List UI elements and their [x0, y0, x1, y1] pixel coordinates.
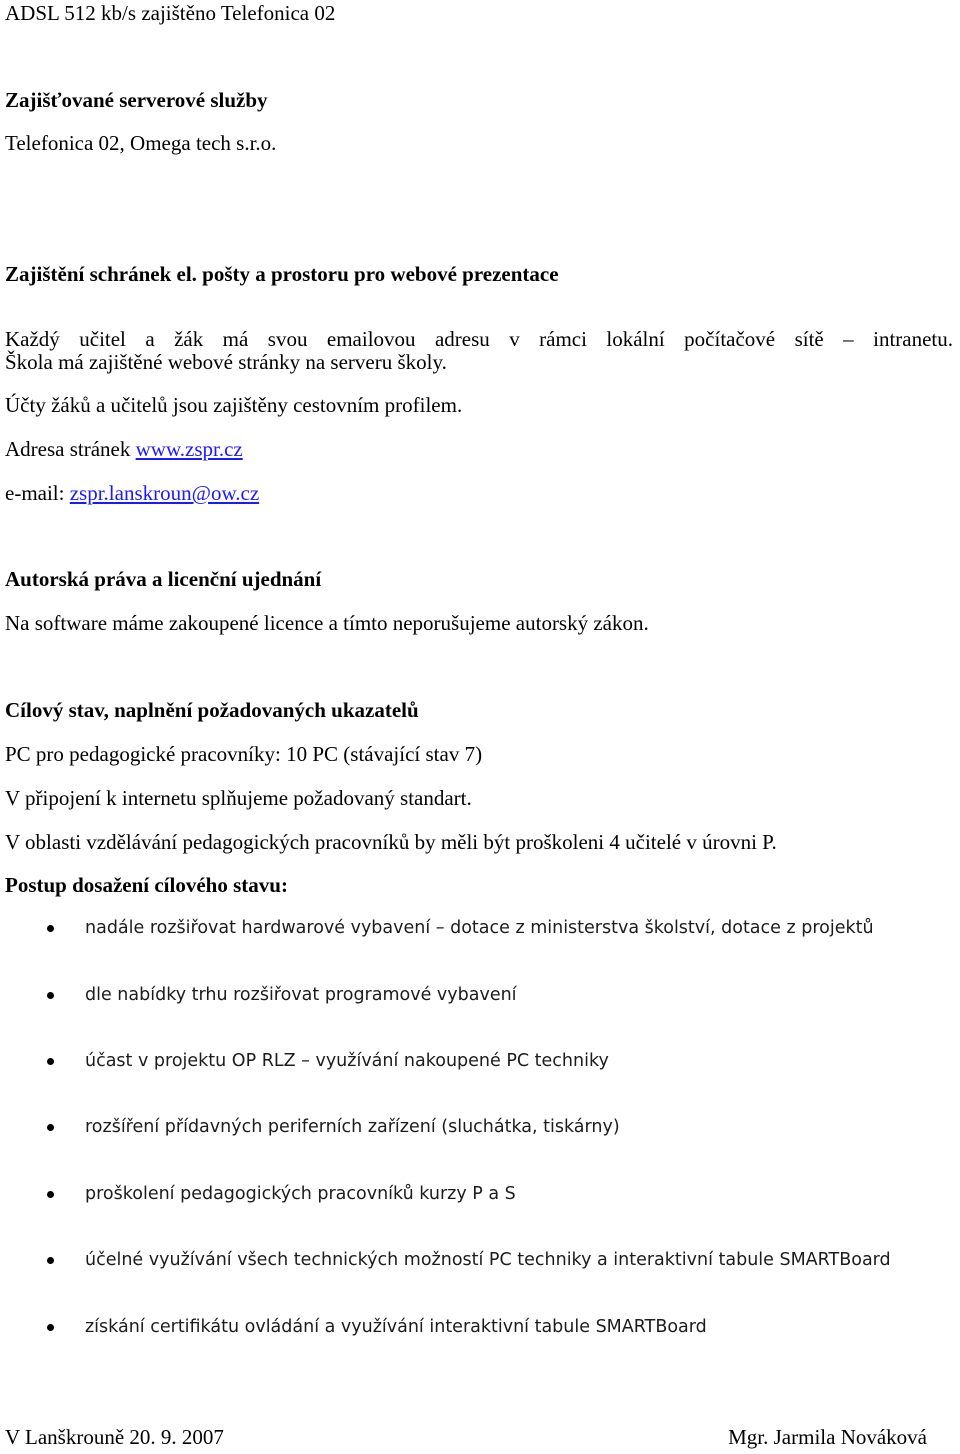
server-services-heading: Zajišťované serverové služby [5, 88, 268, 112]
signature: Mgr. Jarmila Nováková [728, 1425, 927, 1449]
connection-info: ADSL 512 kb/s zajištěno Telefonica 02 [5, 1, 336, 25]
email-label: e-mail: [5, 481, 70, 505]
license-text: Na software máme zakoupené licence a tímto neporušujeme autorský zákon. [5, 611, 649, 635]
mail-web-line-1: Každý učitel a žák má svou emailovou adresu v rámci lokální počítačové sítě – intranetu. [5, 327, 953, 351]
list-item [0, 915, 960, 945]
list-item [0, 1247, 960, 1277]
goal-line-2: V připojení k internetu splňujeme požadovaný standart. [5, 786, 472, 810]
mail-web-heading: Zajištění schránek el. pošty a prostoru pro webové prezentace [5, 262, 559, 286]
goal-line-3: V oblasti vzdělávání pedagogických pracovníků by měli být proškoleni 4 učitelé v úrovni P. [5, 830, 777, 854]
list-item [0, 982, 960, 1012]
list-item-text: účelné využívání všech technických možností PC techniky a interaktivní tabule SMARTBoard [85, 1250, 891, 1270]
list-item-text: proškolení pedagogických pracovníků kurzy P a S [85, 1184, 516, 1204]
list-item [0, 1114, 960, 1144]
goal-heading: Cílový stav, naplnění požadovaných ukazatelů [5, 698, 419, 722]
website-link[interactable]: www.zspr.cz [135, 437, 243, 461]
list-item [0, 1181, 960, 1211]
bullet-icon [47, 1124, 54, 1131]
website-address-label: Adresa stránek [5, 437, 136, 461]
server-services-text: Telefonica 02, Omega tech s.r.o. [5, 131, 277, 155]
mail-web-line-2: Škola má zajištěné webové stránky na serveru školy. [5, 350, 447, 374]
list-item-text: dle nabídky trhu rozšiřovat programové vybavení [85, 985, 517, 1005]
bullet-icon [47, 992, 54, 999]
bullet-icon [47, 1257, 54, 1264]
email-line [5, 481, 259, 505]
bullet-icon [47, 925, 54, 932]
goal-line-1: PC pro pedagogické pracovníky: 10 PC (stávající stav 7) [5, 742, 483, 766]
place-date: V Lanškrouně 20. 9. 2007 [5, 1425, 224, 1449]
mail-web-line-3: Účty žáků a učitelů jsou zajištěny cestovním profilem. [5, 393, 463, 417]
list-item-text: získání certifikátu ovládání a využívání interaktivní tabule SMARTBoard [85, 1317, 707, 1337]
email-link[interactable]: zspr.lanskroun@ow.cz [69, 481, 260, 505]
list-item-text: rozšíření přídavných periferních zařízení (sluchátka, tiskárny) [85, 1117, 620, 1137]
license-heading: Autorská práva a licenční ujednání [5, 567, 322, 591]
bullet-icon [47, 1191, 54, 1198]
list-item [0, 1314, 960, 1344]
bullet-icon [47, 1324, 54, 1331]
list-item [0, 1048, 960, 1078]
list-item-text: nadále rozšiřovat hardwarové vybavení – dotace z ministerstva školství, dotace z projektů [85, 918, 874, 938]
bullet-icon [47, 1058, 54, 1065]
website-address-line [5, 437, 243, 461]
procedure-heading: Postup dosažení cílového stavu: [5, 873, 288, 897]
list-item-text: účast v projektu OP RLZ – využívání nakoupené PC techniky [85, 1051, 609, 1071]
